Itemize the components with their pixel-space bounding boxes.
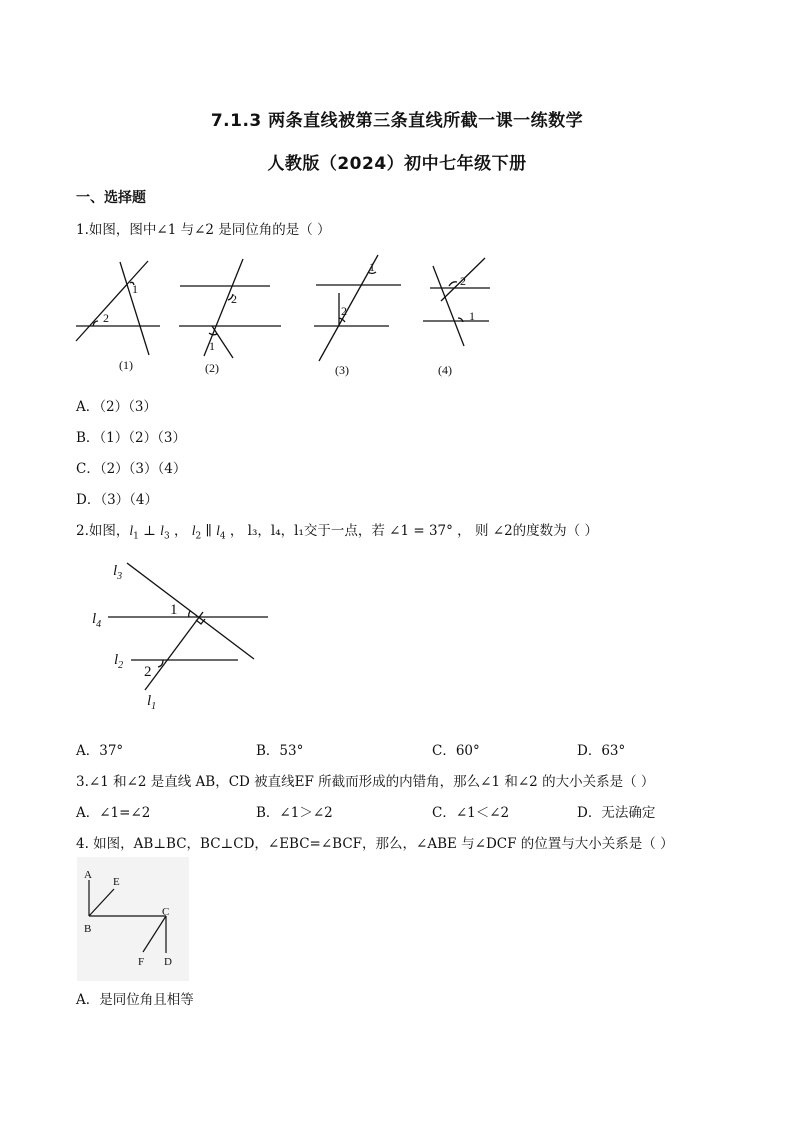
q1-fig2-label-2: 2 <box>231 292 237 306</box>
q1-caption-3: (3) <box>335 363 349 377</box>
q3-option-a: A．∠1=∠2 <box>76 805 151 821</box>
q1-fig3-label-1: 1 <box>369 260 375 274</box>
document-title: 7.1.3 两条直线被第三条直线所截一课一练数学 <box>210 111 584 131</box>
q2-label-angle1: 1 <box>170 602 178 618</box>
q4-label-e: E <box>113 876 120 888</box>
q4-segment-be <box>89 889 114 916</box>
q3-option-c: C．∠1＜∠2 <box>432 805 510 821</box>
q2-option-c: C．60° <box>432 743 480 759</box>
q4-label-c: C <box>162 906 170 918</box>
q1-fig1-label-2: 2 <box>103 311 109 325</box>
section-heading: 一、选择题 <box>76 190 146 206</box>
q1-fig2-label-1: 1 <box>209 339 215 353</box>
q1-option-c: C．（2）（3）（4） <box>76 461 187 477</box>
q3-stem: 3.∠1 和∠2 是直线 AB，CD 被直线EF 所截而形成的内错角，那么∠1 和∠2 的大小关系是（ ） <box>76 774 655 790</box>
document-subtitle: 人教版（2024）初中七年级下册 <box>267 154 527 174</box>
q1-caption-1: (1) <box>119 358 133 372</box>
q1-fig4-label-2: 2 <box>460 274 466 288</box>
q4-option-a: A．是同位角且相等 <box>76 992 194 1008</box>
q2-label-l4: $l_4$ <box>92 611 102 630</box>
q2-stem-prefix: 2.如图， <box>76 523 130 539</box>
q3-option-d: D．无法确定 <box>577 805 656 821</box>
q2-option-a: A．37° <box>76 743 124 759</box>
q2-option-d: D．63° <box>577 743 626 759</box>
q1-option-a: A．（2）（3） <box>76 399 157 415</box>
q2-label-l1: $l_1$ <box>147 693 157 712</box>
q4-segment-cf <box>143 916 166 952</box>
q1-fig3-label-2: 2 <box>341 304 347 318</box>
q4-label-d: D <box>164 956 172 968</box>
q2-label-angle2: 2 <box>144 664 152 680</box>
q2-stem: 2.如图，$l_1$ ⊥ $l_3$ ， $l_2$ ∥ $l_4$ ， l₃，l₄，l₁交于一点，若 ∠1 = 37° ， 则 ∠2的度数为（ ） <box>76 523 598 542</box>
q1-caption-4: (4) <box>438 363 452 377</box>
q1-caption-2: (2) <box>205 361 219 375</box>
q4-label-f: F <box>138 956 145 968</box>
q4-label-a: A <box>84 869 92 881</box>
q3-option-b: B．∠1＞∠2 <box>256 805 333 821</box>
q1-fig1-label-1: 1 <box>132 282 138 296</box>
q1-option-d: D．（3）（4） <box>76 492 159 508</box>
q1-option-b: B．（1）（2）（3） <box>76 430 186 446</box>
q2-stem-rest: ， l₃，l₄，l₁交于一点，若 ∠1 = 37° ， 则 ∠2的度数为（ ） <box>225 523 598 539</box>
q1-stem: 1.如图，图中∠1 与∠2 是同位角的是（ ） <box>76 222 331 238</box>
q2-label-l2: $l_2$ <box>114 652 124 671</box>
q4-label-b: B <box>84 923 92 935</box>
q4-stem: 4. 如图，AB⊥BC，BC⊥CD，∠EBC=∠BCF，那么，∠ABE 与∠DCF 的位置与大小关系是（ ） <box>76 836 674 852</box>
q2-label-l3: $l_3$ <box>113 563 123 582</box>
q1-fig4-label-1: 1 <box>469 309 475 323</box>
q2-option-b: B．53° <box>256 743 304 759</box>
